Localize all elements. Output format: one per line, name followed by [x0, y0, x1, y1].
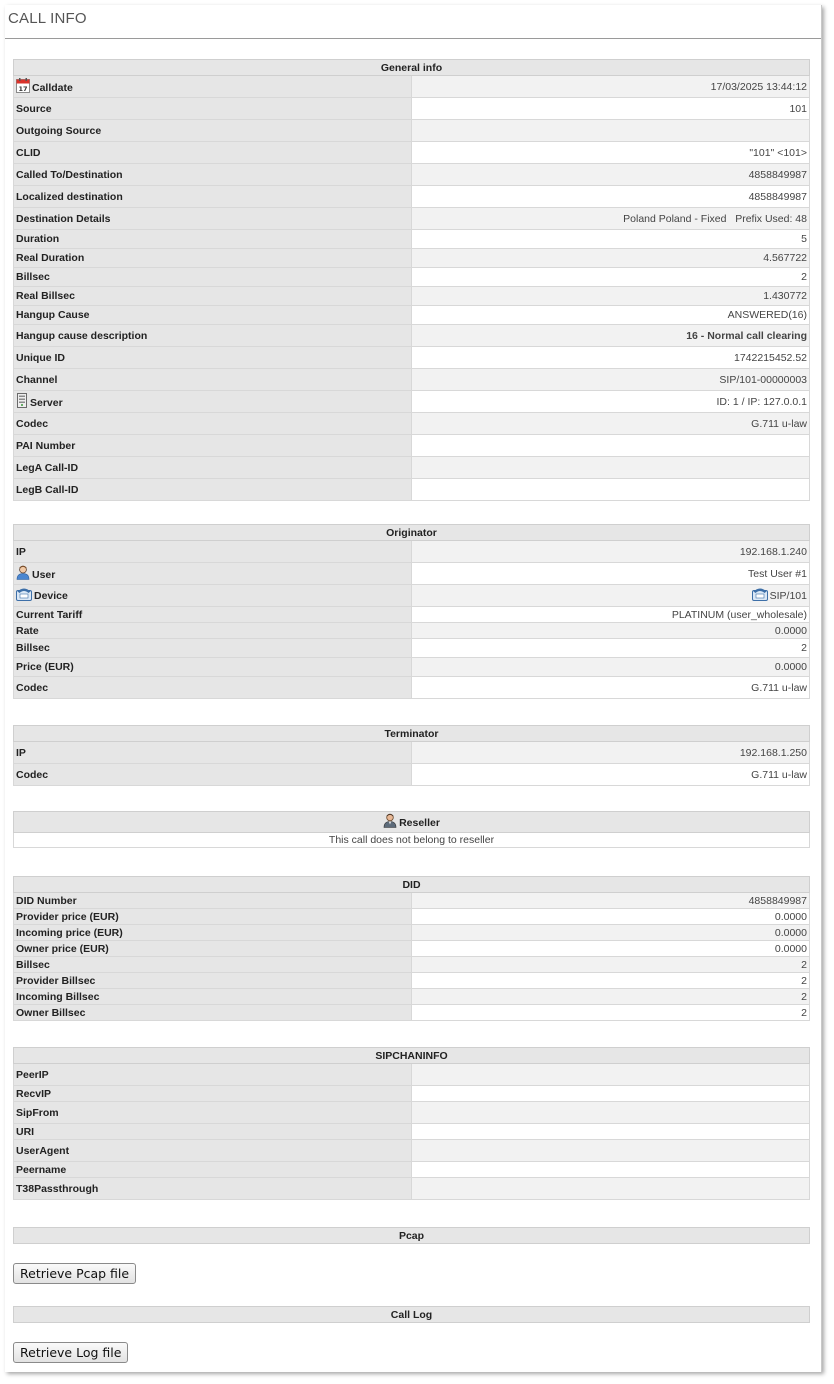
sipchaninfo-label-uri — [14, 1124, 412, 1140]
general-value-text: Poland Poland - Fixed Prefix Used: 48 — [623, 212, 807, 225]
originator-label-billsec — [14, 639, 412, 658]
general-value-text: 4858849987 — [748, 190, 807, 203]
general-row-calldate — [14, 76, 810, 98]
general-row-codec — [14, 413, 810, 435]
general-label-codec — [14, 413, 412, 435]
did-label-incoming-billsec — [14, 989, 412, 1005]
sipchaninfo-label-text: UserAgent — [16, 1144, 70, 1157]
sipchaninfo-value-recvip — [412, 1086, 810, 1102]
did-value-text: 2 — [801, 990, 807, 1003]
general-value-text: 1.430772 — [763, 290, 807, 302]
originator-row-codec — [14, 677, 810, 699]
did-row-provider-price-eur — [14, 909, 810, 925]
did-value-text: 2 — [801, 958, 807, 971]
originator-label-text: Device — [34, 590, 68, 602]
terminator-label-codec — [14, 764, 412, 786]
general-value-hangup-cause-description — [412, 325, 810, 347]
sipchaninfo-value-sipfrom — [412, 1102, 810, 1124]
general-value-text: 2 — [801, 271, 807, 283]
did-row-did-number — [14, 893, 810, 909]
sipchaninfo-label-text: RecvIP — [16, 1087, 52, 1100]
terminator-value-codec — [412, 764, 810, 786]
originator-value-text: 2 — [801, 642, 807, 654]
sipchaninfo-row-peername — [14, 1162, 810, 1178]
originator-value-text: 0.0000 — [774, 624, 807, 637]
general-label-text: LegA Call-ID — [16, 461, 79, 474]
originator-value-text: Test User #1 — [748, 567, 807, 580]
sipchaninfo-label-text: Peername — [16, 1163, 67, 1176]
general-label-text: CLID — [16, 146, 41, 159]
originator-value-text: SIP/101 — [769, 590, 807, 602]
sipchaninfo-label-peername — [14, 1162, 412, 1178]
general-value-lega-call-id — [412, 457, 810, 479]
general-value-text: 4.567722 — [763, 252, 807, 264]
reseller-table — [13, 811, 810, 848]
general-row-real-billsec — [14, 287, 810, 306]
general-label-text: Channel — [16, 373, 58, 386]
originator-label-user — [14, 563, 412, 585]
general-value-hangup-cause — [412, 306, 810, 325]
general-value-billsec — [412, 268, 810, 287]
did-row-incoming-billsec — [14, 989, 810, 1005]
did-value-text: 0.0000 — [774, 910, 807, 923]
did-label-owner-price-eur — [14, 941, 412, 957]
general-label-text: LegB Call-ID — [16, 483, 79, 496]
did-label-incoming-price-eur — [14, 925, 412, 941]
general-label-server — [14, 391, 412, 413]
general-label-text: Real Duration — [16, 252, 85, 264]
originator-label-text: Rate — [16, 624, 39, 637]
reseller-header — [14, 812, 810, 833]
general-value-outgoing-source — [412, 120, 810, 142]
general-label-text: Outgoing Source — [16, 124, 102, 137]
general-label-text: Server — [30, 396, 63, 409]
did-row-owner-price-eur — [14, 941, 810, 957]
calendar-icon — [16, 78, 30, 96]
sipchaninfo-value-t38passthrough — [412, 1178, 810, 1200]
general-info-section — [13, 59, 810, 501]
did-label-text: Billsec — [16, 958, 50, 971]
originator-value-text: 0.0000 — [774, 661, 807, 673]
did-table — [13, 876, 810, 1021]
terminator-value-text: G.711 u-law — [751, 768, 807, 781]
general-row-server — [14, 391, 810, 413]
retrieve-log-button[interactable]: Retrieve Log file — [13, 1342, 128, 1363]
did-value-text: 4858849987 — [748, 894, 807, 907]
pcap-table — [13, 1227, 810, 1244]
sipchaninfo-label-t38passthrough — [14, 1178, 412, 1200]
originator-label-text: Price (EUR) — [16, 661, 74, 673]
sipchaninfo-section — [13, 1047, 810, 1200]
general-label-text: Codec — [16, 417, 49, 430]
general-value-calldate — [412, 76, 810, 98]
did-label-text: Incoming price (EUR) — [16, 926, 123, 939]
general-value-clid — [412, 142, 810, 164]
general-label-hangup-cause-description — [14, 325, 412, 347]
general-value-real-duration — [412, 249, 810, 268]
sipchaninfo-value-peerip — [412, 1064, 810, 1086]
originator-label-ip — [14, 541, 412, 563]
general-value-text: ANSWERED(16) — [727, 309, 807, 321]
general-row-legb-call-id — [14, 479, 810, 501]
did-label-provider-billsec — [14, 973, 412, 989]
general-label-source — [14, 98, 412, 120]
originator-row-billsec — [14, 639, 810, 658]
svg-text:17: 17 — [18, 84, 28, 93]
sipchaninfo-label-useragent — [14, 1140, 412, 1162]
originator-row-device — [14, 585, 810, 607]
general-label-text: PAI Number — [16, 439, 76, 452]
general-label-text: Unique ID — [16, 351, 65, 364]
pcap-title: Pcap — [14, 1228, 810, 1244]
sipchaninfo-label-recvip — [14, 1086, 412, 1102]
general-label-text: Billsec — [16, 271, 50, 283]
general-label-outgoing-source — [14, 120, 412, 142]
server-icon — [16, 393, 28, 411]
did-label-text: Incoming Billsec — [16, 990, 100, 1003]
did-row-incoming-price-eur — [14, 925, 810, 941]
general-label-calldate — [14, 76, 412, 98]
did-label-text: Provider Billsec — [16, 974, 96, 987]
did-label-text: Owner Billsec — [16, 1006, 86, 1019]
general-row-duration — [14, 230, 810, 249]
general-label-channel — [14, 369, 412, 391]
call-log-table — [13, 1306, 810, 1323]
originator-label-text: Codec — [16, 681, 49, 694]
did-value-incoming-price-eur — [412, 925, 810, 941]
sipchaninfo-row-useragent — [14, 1140, 810, 1162]
sipchaninfo-row-sipfrom — [14, 1102, 810, 1124]
general-row-clid — [14, 142, 810, 164]
originator-value-rate — [412, 623, 810, 639]
general-value-unique-id — [412, 347, 810, 369]
originator-label-price-eur — [14, 658, 412, 677]
general-value-text: 4858849987 — [748, 168, 807, 181]
originator-label-rate — [14, 623, 412, 639]
general-label-text: Hangup cause description — [16, 329, 148, 342]
device-icon — [16, 587, 32, 604]
pcap-section — [13, 1227, 810, 1244]
general-info-title: General info — [14, 60, 810, 76]
general-value-real-billsec — [412, 287, 810, 306]
originator-value-price-eur — [412, 658, 810, 677]
originator-value-current-tariff — [412, 607, 810, 623]
did-row-provider-billsec — [14, 973, 810, 989]
general-row-real-duration — [14, 249, 810, 268]
sipchaninfo-value-uri — [412, 1124, 810, 1140]
did-value-did-number — [412, 893, 810, 909]
call-log-section — [13, 1306, 810, 1323]
terminator-table — [13, 725, 810, 786]
did-label-owner-billsec — [14, 1005, 412, 1021]
reseller-message: This call does not belong to reseller — [14, 833, 810, 848]
originator-label-current-tariff — [14, 607, 412, 623]
general-label-text: Called To/Destination — [16, 168, 123, 181]
terminator-label-text: IP — [16, 746, 26, 759]
sipchaninfo-label-text: SipFrom — [16, 1106, 59, 1119]
originator-value-ip — [412, 541, 810, 563]
general-row-called-to-destination — [14, 164, 810, 186]
did-value-owner-billsec — [412, 1005, 810, 1021]
sipchaninfo-label-sipfrom — [14, 1102, 412, 1124]
general-label-text: Real Billsec — [16, 290, 75, 302]
sipchaninfo-label-text: PeerIP — [16, 1068, 49, 1081]
general-label-text: Localized destination — [16, 190, 123, 203]
terminator-row-ip — [14, 742, 810, 764]
did-value-incoming-billsec — [412, 989, 810, 1005]
originator-label-text: User — [32, 568, 56, 581]
did-row-owner-billsec — [14, 1005, 810, 1021]
general-label-legb-call-id — [14, 479, 412, 501]
terminator-value-text: 192.168.1.250 — [739, 746, 807, 759]
general-label-localized-destination — [14, 186, 412, 208]
originator-table — [13, 524, 810, 699]
general-value-pai-number — [412, 435, 810, 457]
originator-value-billsec — [412, 639, 810, 658]
did-label-billsec — [14, 957, 412, 973]
originator-row-ip — [14, 541, 810, 563]
did-value-owner-price-eur — [412, 941, 810, 957]
general-label-called-to-destination — [14, 164, 412, 186]
sipchaninfo-value-peername — [412, 1162, 810, 1178]
general-label-duration — [14, 230, 412, 249]
terminator-label-ip — [14, 742, 412, 764]
general-label-hangup-cause — [14, 306, 412, 325]
sipchaninfo-table — [13, 1047, 810, 1200]
call-info-panel — [5, 5, 822, 1372]
general-label-real-billsec — [14, 287, 412, 306]
general-label-unique-id — [14, 347, 412, 369]
user-icon — [16, 565, 30, 583]
panel-title: CALL INFO — [5, 5, 821, 39]
did-value-text: 2 — [801, 974, 807, 987]
originator-label-codec — [14, 677, 412, 699]
did-value-text: 0.0000 — [774, 942, 807, 955]
originator-label-text: Current Tariff — [16, 608, 83, 621]
general-row-destination-details — [14, 208, 810, 230]
general-value-text: SIP/101-00000003 — [719, 373, 807, 386]
general-value-text: 16 - Normal call clearing — [686, 329, 807, 342]
terminator-row-codec — [14, 764, 810, 786]
sipchaninfo-title: SIPCHANINFO — [14, 1048, 810, 1064]
originator-value-user — [412, 563, 810, 585]
did-value-text: 2 — [801, 1006, 807, 1019]
sipchaninfo-value-useragent — [412, 1140, 810, 1162]
general-row-localized-destination — [14, 186, 810, 208]
sipchaninfo-row-t38passthrough — [14, 1178, 810, 1200]
general-value-server — [412, 391, 810, 413]
general-label-billsec — [14, 268, 412, 287]
originator-value-text: G.711 u-law — [751, 681, 807, 694]
did-label-did-number — [14, 893, 412, 909]
did-label-text: Owner price (EUR) — [16, 942, 109, 955]
call-log-title: Call Log — [14, 1307, 810, 1323]
sipchaninfo-row-uri — [14, 1124, 810, 1140]
general-value-localized-destination — [412, 186, 810, 208]
originator-value-text: PLATINUM (user_wholesale) — [671, 608, 807, 621]
originator-value-text: 192.168.1.240 — [739, 545, 807, 558]
retrieve-pcap-button[interactable]: Retrieve Pcap file — [13, 1263, 136, 1284]
general-value-text: ID: 1 / IP: 127.0.0.1 — [716, 395, 807, 408]
general-value-called-to-destination — [412, 164, 810, 186]
terminator-label-text: Codec — [16, 768, 49, 781]
general-value-text: "101" <101> — [749, 146, 807, 159]
general-row-pai-number — [14, 435, 810, 457]
general-row-hangup-cause — [14, 306, 810, 325]
sipchaninfo-label-text: T38Passthrough — [16, 1182, 99, 1195]
originator-section — [13, 524, 810, 699]
general-row-billsec — [14, 268, 810, 287]
originator-row-rate — [14, 623, 810, 639]
device-icon — [752, 587, 768, 604]
general-value-source — [412, 98, 810, 120]
general-value-channel — [412, 369, 810, 391]
originator-row-user — [14, 563, 810, 585]
originator-label-text: Billsec — [16, 642, 50, 654]
did-value-text: 0.0000 — [774, 926, 807, 939]
general-value-destination-details — [412, 208, 810, 230]
general-value-text: 101 — [789, 102, 807, 115]
did-section — [13, 876, 810, 1021]
general-label-text: Calldate — [32, 81, 73, 94]
general-label-text: Destination Details — [16, 212, 111, 225]
terminator-title: Terminator — [14, 726, 810, 742]
sipchaninfo-row-recvip — [14, 1086, 810, 1102]
general-label-destination-details — [14, 208, 412, 230]
terminator-value-ip — [412, 742, 810, 764]
did-value-provider-price-eur — [412, 909, 810, 925]
general-row-source — [14, 98, 810, 120]
general-value-text: G.711 u-law — [751, 417, 807, 430]
general-label-text: Hangup Cause — [16, 309, 90, 321]
general-label-text: Source — [16, 102, 52, 115]
general-row-hangup-cause-description — [14, 325, 810, 347]
reseller-section — [13, 811, 810, 848]
general-value-legb-call-id — [412, 479, 810, 501]
general-label-clid — [14, 142, 412, 164]
originator-row-current-tariff — [14, 607, 810, 623]
originator-label-device — [14, 585, 412, 607]
general-label-real-duration — [14, 249, 412, 268]
did-label-text: DID Number — [16, 894, 77, 907]
originator-label-text: IP — [16, 545, 26, 558]
did-label-text: Provider price (EUR) — [16, 910, 119, 923]
terminator-section — [13, 725, 810, 786]
general-row-unique-id — [14, 347, 810, 369]
general-row-channel — [14, 369, 810, 391]
did-label-provider-price-eur — [14, 909, 412, 925]
sipchaninfo-label-text: URI — [16, 1125, 35, 1138]
did-value-provider-billsec — [412, 973, 810, 989]
general-row-lega-call-id — [14, 457, 810, 479]
general-value-text: 5 — [801, 233, 807, 245]
general-value-text: 1742215452.52 — [734, 351, 807, 364]
reseller-title: Reseller — [399, 817, 440, 829]
originator-title: Originator — [14, 525, 810, 541]
did-title: DID — [14, 877, 810, 893]
general-value-duration — [412, 230, 810, 249]
originator-value-codec — [412, 677, 810, 699]
did-row-billsec — [14, 957, 810, 973]
originator-value-device — [412, 585, 810, 607]
general-label-text: Duration — [16, 233, 60, 245]
general-info-table — [13, 59, 810, 501]
sipchaninfo-row-peerip — [14, 1064, 810, 1086]
did-value-billsec — [412, 957, 810, 973]
general-label-pai-number — [14, 435, 412, 457]
general-row-outgoing-source — [14, 120, 810, 142]
sipchaninfo-label-peerip — [14, 1064, 412, 1086]
reseller-icon — [383, 813, 397, 831]
general-value-codec — [412, 413, 810, 435]
general-label-lega-call-id — [14, 457, 412, 479]
general-value-text: 17/03/2025 13:44:12 — [710, 80, 807, 93]
originator-row-price-eur — [14, 658, 810, 677]
